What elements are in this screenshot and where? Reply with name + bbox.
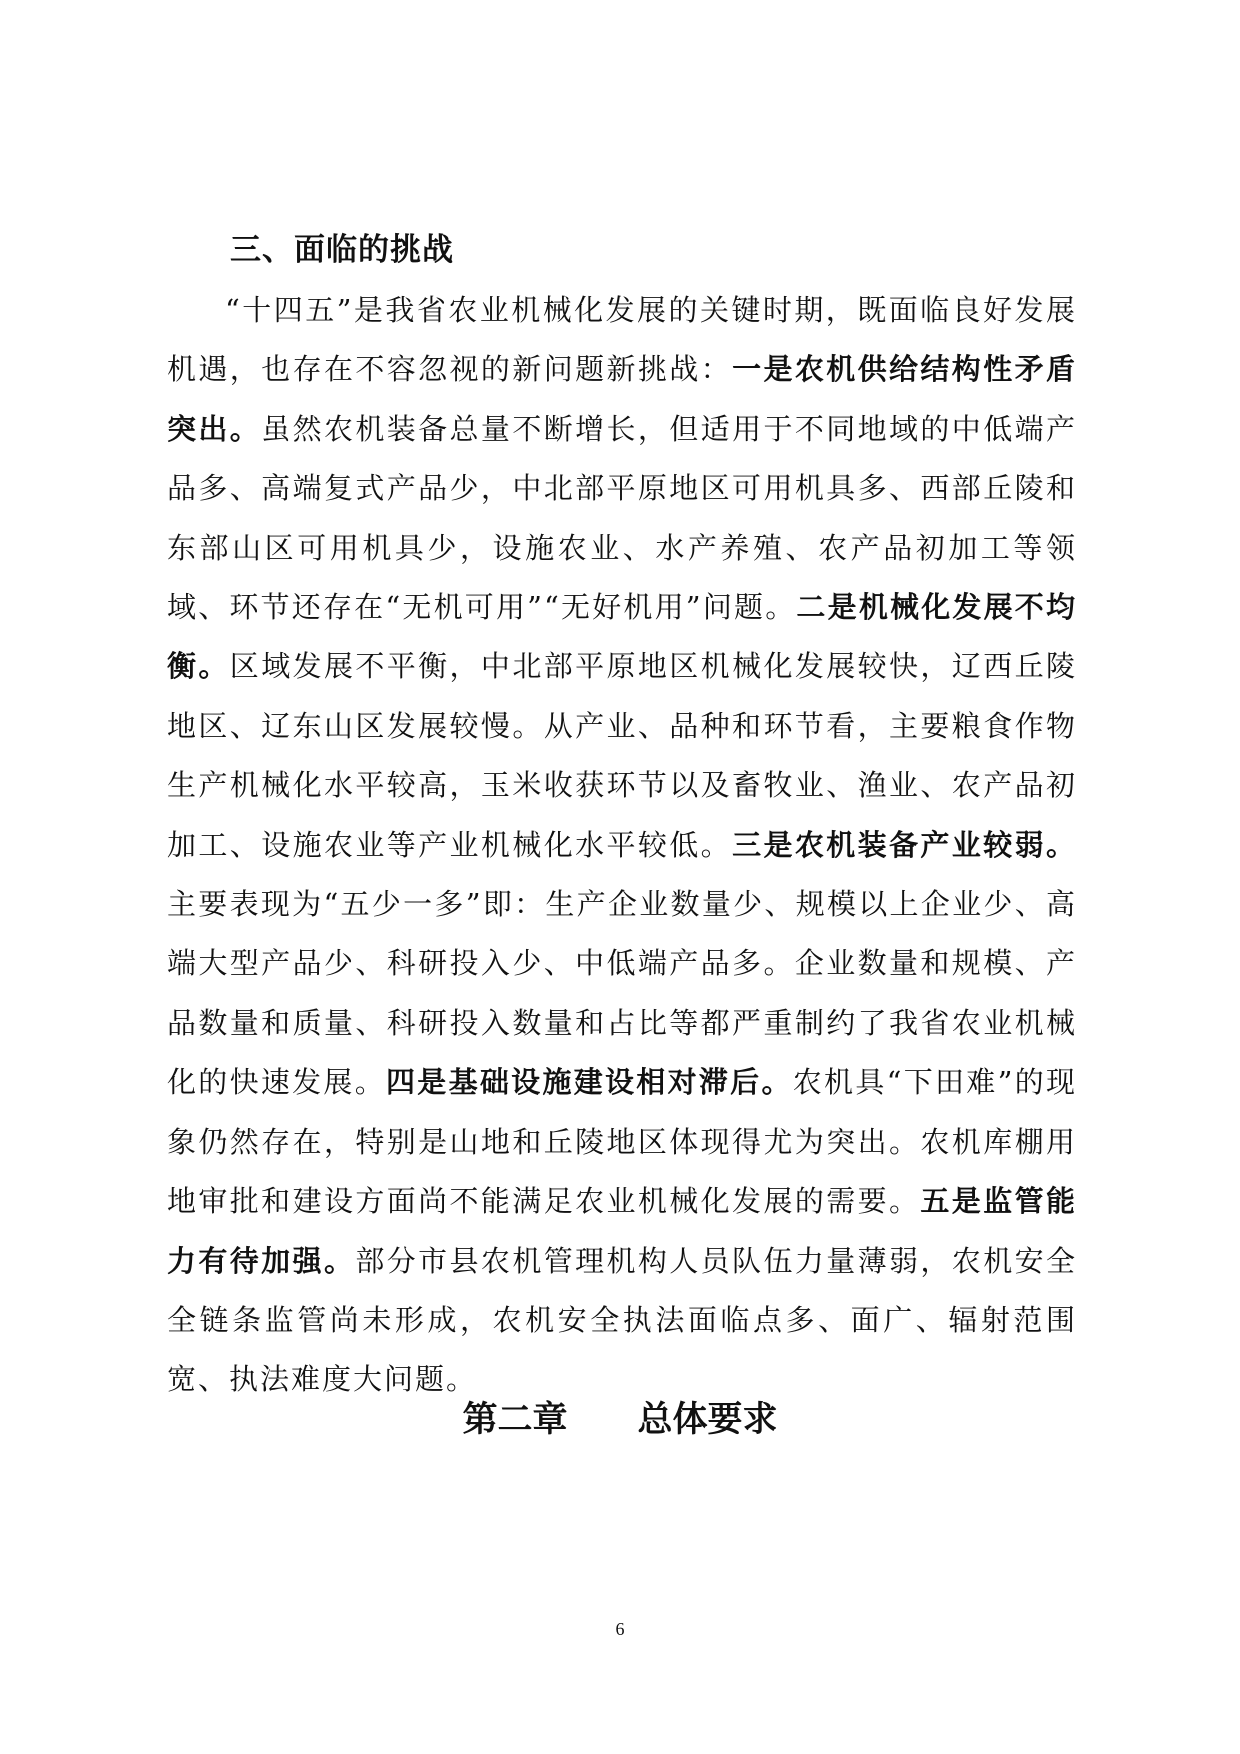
bold-point-1: 一是农机供给结构性矛盾突出。 — [167, 352, 1077, 446]
text-run: 主要表现为“五少一多”即：生产企业数量少、规模以上企业少、高端大型产品少、科研投入少、中低端产品多。企业数量和规模、产品数量和质量、科研投入数量和占比等都严重制约了我省农业机械化的快速发展。 — [167, 887, 1077, 1100]
bold-point-2: 二是机械化发展不均衡。 — [167, 590, 1077, 684]
text-run: 区域发展不平衡，中北部平原地区机械化发展较快，辽西丘陵地区、辽东山区发展较慢。从产业、品种和环节看，主要粮食作物生产机械化水平较高，玉米收获环节以及畜牧业、渔业、农产品初加工、设施农业等产业机械化水平较低。 — [167, 649, 1077, 862]
page-number: 6 — [615, 1619, 625, 1639]
bold-point-3: 三是农机装备产业较弱。 — [732, 827, 1077, 862]
chapter-heading: 第二章 总体要求 — [462, 1400, 778, 1440]
text-run: “十四五”是我省农业机械化发展的关键时期，既面临良好发展机遇，也存在不容忽视的新问题新挑战： — [167, 293, 1077, 387]
text-run: 部分市县农机管理机构人员队伍力量薄弱，农机安全全链条监管尚未形成，农机安全执法面临点多、面广、辐射范围宽、执法难度大问题。 — [167, 1243, 1077, 1397]
section-heading: 三、面临的挑战 — [230, 232, 454, 268]
text-run: 虽然农机装备总量不断增长，但适用于不同地域的中低端产品多、高端复式产品少，中北部平原地区可用机具多、西部丘陵和东部山区可用机具少，设施农业、水产养殖、农产品初加工等领域、环节还存在“无机可用”“无好机用”问题。 — [167, 411, 1077, 625]
text-run: 农机具“下田难”的现象仍然存在，特别是山地和丘陵地区体现得尤为突出。农机库棚用地审批和建设方面尚不能满足农业机械化发展的需要。 — [167, 1065, 1077, 1219]
body-paragraph — [167, 281, 1077, 1410]
bold-point-5: 五是监管能力有待加强。 — [167, 1184, 1077, 1278]
bold-point-4: 四是基础设施建设相对滞后。 — [386, 1065, 793, 1100]
